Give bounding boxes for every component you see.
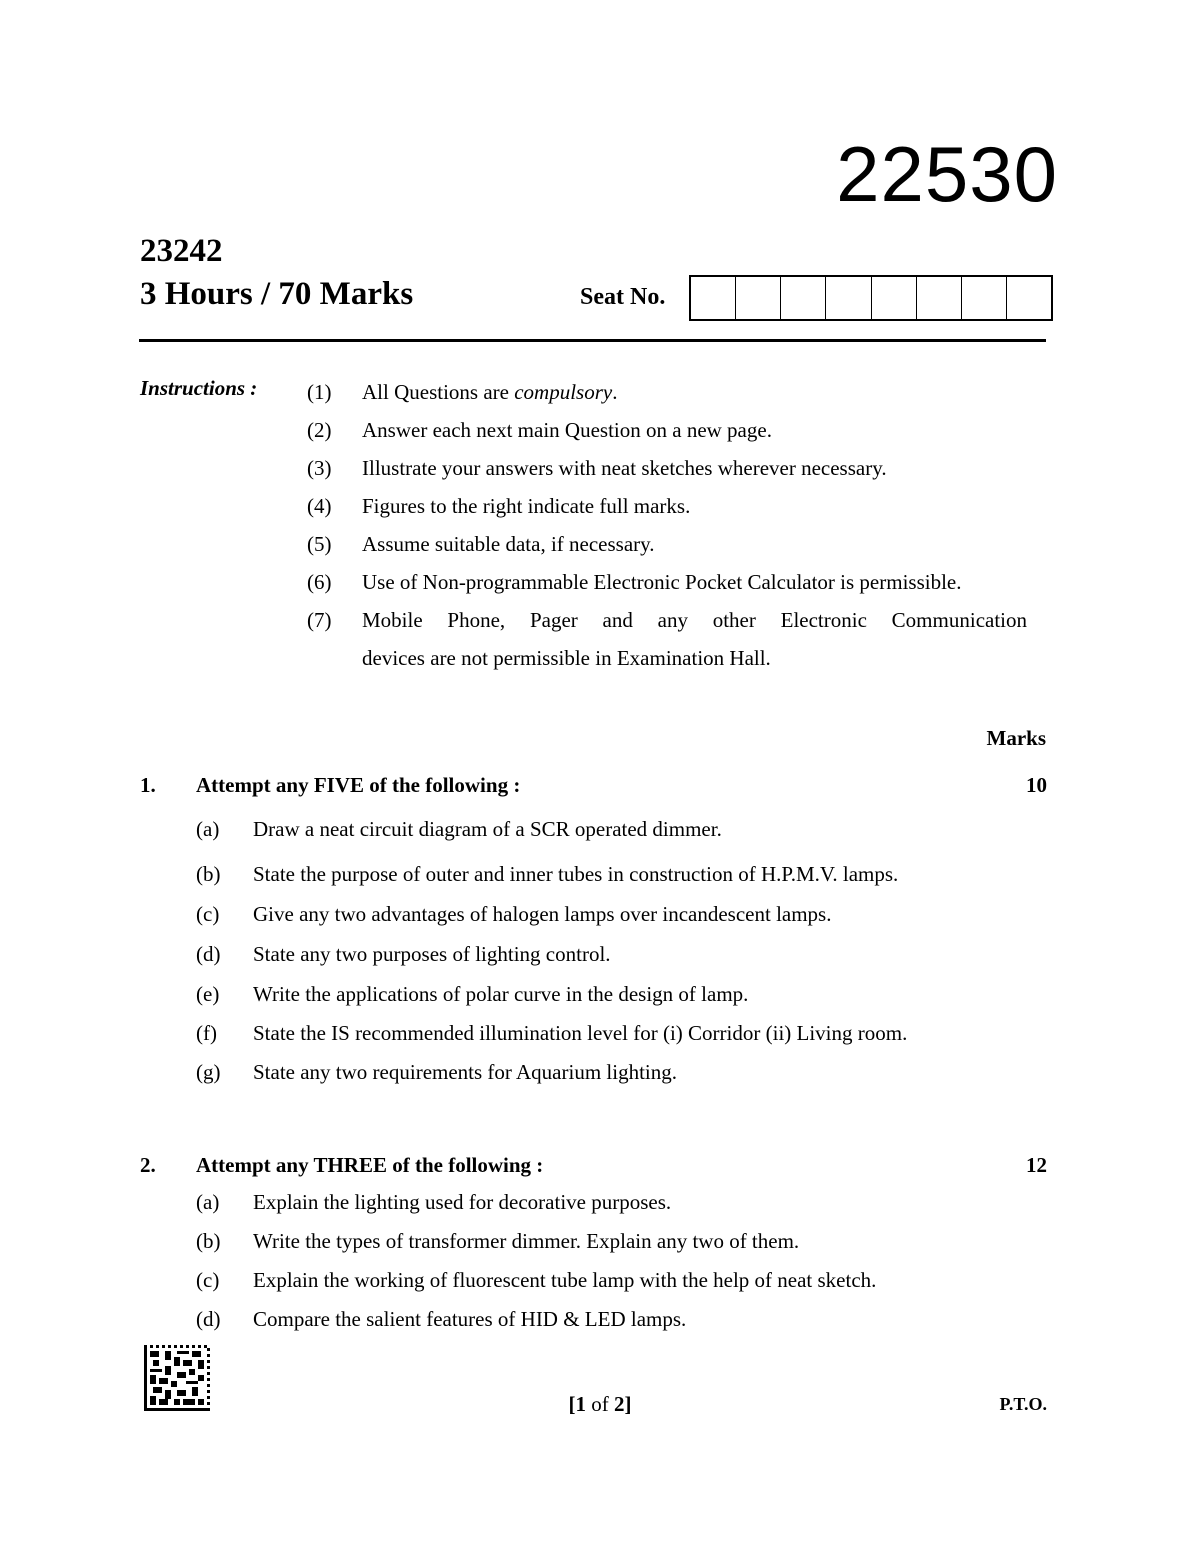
sub-question-text: State the purpose of outer and inner tubes in construction of H.P.M.V. lamps. xyxy=(253,862,899,886)
sub-question xyxy=(196,942,1056,982)
sub-question-text: Compare the salient features of HID & LED lamps. xyxy=(253,1307,687,1331)
question-heading xyxy=(140,1153,1047,1178)
question-title: Attempt any FIVE of the following : xyxy=(196,773,521,797)
sub-question xyxy=(196,1190,1056,1229)
question-heading xyxy=(140,773,1047,798)
sub-question-text: State any two requirements for Aquarium lighting. xyxy=(253,1060,677,1084)
instruction-emphasis: compulsory xyxy=(514,380,613,404)
sub-question-text: Write the types of transformer dimmer. Explain any two of them. xyxy=(253,1229,800,1253)
page-bracket: [ xyxy=(568,1392,576,1416)
instruction-text-part: . xyxy=(612,380,618,404)
sub-question-label: (a) xyxy=(196,817,220,841)
sub-question xyxy=(196,817,1056,862)
instruction-text: devices are not permissible in Examination Hall. xyxy=(362,646,771,670)
question-marks: 10 xyxy=(1026,773,1047,797)
sub-question xyxy=(196,1021,1056,1060)
seat-digit-box xyxy=(691,277,735,319)
sub-question xyxy=(196,982,1056,1021)
sub-question-label: (b) xyxy=(196,862,221,886)
instruction-number: (5) xyxy=(307,532,332,556)
seat-digit-box xyxy=(780,277,825,319)
page-current: 1 xyxy=(575,1392,586,1416)
sub-question xyxy=(196,1307,1056,1346)
instruction-item xyxy=(307,487,1027,525)
instruction-number: (3) xyxy=(307,456,332,480)
instruction-item xyxy=(307,373,1027,411)
seat-digit-box xyxy=(1006,277,1051,319)
sub-question xyxy=(196,862,1056,902)
sub-question-text: Explain the working of fluorescent tube lamp with the help of neat sketch. xyxy=(253,1268,877,1292)
seat-digit-box xyxy=(916,277,961,319)
instruction-item xyxy=(307,639,1027,677)
sub-question-list xyxy=(196,817,1056,1099)
sub-question-label: (d) xyxy=(196,942,221,966)
sub-question-label: (a) xyxy=(196,1190,220,1214)
seat-number-boxes xyxy=(689,275,1053,321)
instruction-text: Use of Non-programmable Electronic Pocket Calculator is permissible. xyxy=(362,570,962,594)
sub-question-text: Write the applications of polar curve in the design of lamp. xyxy=(253,982,749,1006)
please-turn-over: P.T.O. xyxy=(999,1394,1047,1414)
question-number: 2. xyxy=(140,1153,156,1177)
question-marks: 12 xyxy=(1026,1153,1047,1177)
page-total: 2 xyxy=(614,1392,625,1416)
sub-question-label: (c) xyxy=(196,1268,220,1292)
instruction-text: Answer each next main Question on a new page. xyxy=(362,418,772,442)
paper-code: 22530 xyxy=(836,130,1058,218)
sub-question xyxy=(196,1060,1056,1099)
seat-digit-box xyxy=(961,277,1006,319)
sub-question-text: State the IS recommended illumination level for (i) Corridor (ii) Living room. xyxy=(253,1021,908,1045)
sub-question xyxy=(196,902,1056,942)
question-title: Attempt any THREE of the following : xyxy=(196,1153,544,1177)
sub-question-text: State any two purposes of lighting control. xyxy=(253,942,611,966)
sub-question-label: (b) xyxy=(196,1229,221,1253)
instruction-number: (4) xyxy=(307,494,332,518)
sub-question-label: (c) xyxy=(196,902,220,926)
sub-question-text: Draw a neat circuit diagram of a SCR operated dimmer. xyxy=(253,817,722,841)
exam-code: 23242 xyxy=(140,233,223,269)
instruction-number: (6) xyxy=(307,570,332,594)
seat-number-label: Seat No. xyxy=(580,284,666,310)
duration-marks: 3 Hours / 70 Marks xyxy=(140,276,414,312)
header-divider xyxy=(139,339,1046,342)
page-bracket: ] xyxy=(624,1392,632,1416)
instruction-text xyxy=(362,373,1027,411)
instruction-number: (2) xyxy=(307,418,332,442)
instructions-label: Instructions : xyxy=(140,376,258,400)
seat-digit-box xyxy=(871,277,916,319)
instruction-text: Illustrate your answers with neat sketches wherever necessary. xyxy=(362,456,887,480)
seat-digit-box xyxy=(825,277,870,319)
instruction-number: (7) xyxy=(307,608,332,632)
instructions-list xyxy=(307,373,1027,677)
instruction-number: (1) xyxy=(307,380,332,404)
instruction-item xyxy=(307,601,1027,639)
sub-question xyxy=(196,1229,1056,1268)
instruction-item xyxy=(307,563,1027,601)
seat-digit-box xyxy=(735,277,780,319)
sub-question-text: Give any two advantages of halogen lamps over incandescent lamps. xyxy=(253,902,832,926)
marks-column-header: Marks xyxy=(986,726,1046,750)
instruction-text: Mobile Phone, Pager and any other Electronic Communication xyxy=(362,608,1027,632)
instruction-item xyxy=(307,449,1027,487)
sub-question-list xyxy=(196,1190,1056,1346)
instruction-text: Assume suitable data, if necessary. xyxy=(362,532,655,556)
sub-question-label: (e) xyxy=(196,982,220,1006)
instruction-text: Figures to the right indicate full marks. xyxy=(362,494,691,518)
sub-question-text: Explain the lighting used for decorative purposes. xyxy=(253,1190,672,1214)
instruction-text-part: All Questions are xyxy=(362,380,515,404)
sub-question xyxy=(196,1268,1056,1307)
sub-question-label: (f) xyxy=(196,1021,217,1045)
page-of: of xyxy=(586,1392,614,1416)
question-number: 1. xyxy=(140,773,156,797)
sub-question-label: (g) xyxy=(196,1060,221,1084)
sub-question-label: (d) xyxy=(196,1307,221,1331)
instruction-item xyxy=(307,525,1027,563)
instruction-number xyxy=(307,639,362,677)
instruction-item xyxy=(307,411,1027,449)
